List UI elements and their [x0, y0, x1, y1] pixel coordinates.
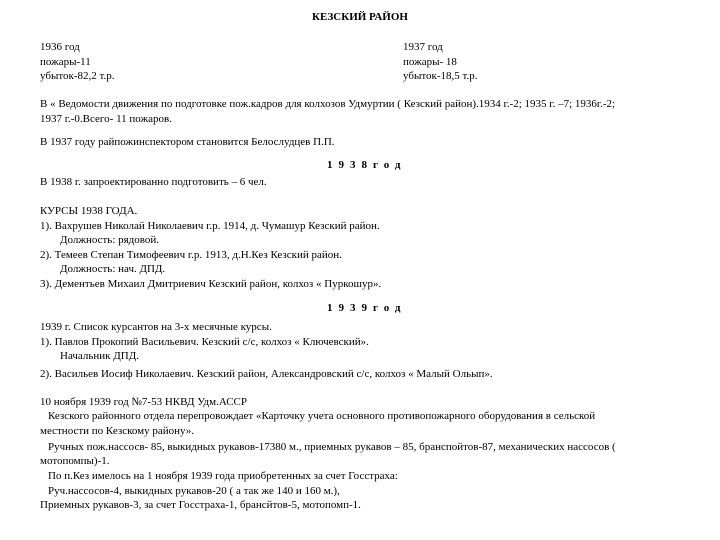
- list-item: 1). Павлов Прокопий Васильевич. Кезский с/с, колхоз « Ключевский».: [40, 336, 369, 348]
- inspector-text: В 1937 году райпожинспектором становится Белослудцев П.П.: [40, 136, 335, 148]
- nkvd-line: 10 ноября 1939 год №7-53 НКВД Удм.АССР: [40, 396, 248, 408]
- stats-1937-year: 1937 год: [403, 41, 443, 53]
- list-item: 2). Темеев Степан Тимофеевич г.р. 1913, д.Н.Кез Кезский район.: [40, 249, 342, 261]
- page-title: КЕЗСКИЙ РАЙОН: [312, 11, 408, 23]
- nkvd-line: По п.Кез имелось на 1 ноября 1939 года приобретенных за счет Госстраха:: [48, 470, 398, 482]
- year-heading-1938: 1938год: [327, 159, 407, 171]
- list-item: 2). Васильев Иосиф Николаевич. Кезский район, Александровский с/с, колхоз « Малый Ольып».: [40, 368, 493, 380]
- nkvd-line: Кезского районного отдела перепровождает «Карточку учета основного противопожарного оборудования в сельской: [48, 410, 596, 422]
- nkvd-line: Ручных пож.нассосв- 85, выкидных рукавов-17380 м., приемных рукавов – 85, бранспойтов-87, механических нассосов (: [48, 441, 616, 453]
- nkvd-line: местности по Кезскому району».: [40, 425, 195, 437]
- nkvd-line: Приемных рукавов-3, за счет Госстраха-1, брансйтов-5, мотопомп-1.: [40, 499, 361, 511]
- stats-1936-loss: убыток-82,2 т.р.: [40, 70, 115, 82]
- list-item-detail: Должность: рядовой.: [60, 234, 160, 246]
- vedomost-line: В « Ведомости движения по подготовке пож.кадров для колхозов Удмуртии ( Кезский район).1934 г.-2; 1935 г. –7; 1936г.-2;: [40, 98, 616, 110]
- list-item-detail: Должность: нач. ДПД.: [60, 263, 166, 275]
- list-item: 1). Вахрушев Николай Николаевич г.р. 1914, д. Чумашур Кезский район.: [40, 220, 380, 232]
- stats-1937-fires: пожары- 18: [403, 56, 457, 68]
- nkvd-line: Руч.нассосов-4, выкидных рукавов-20 ( а так же 140 и 160 м.),: [48, 485, 340, 497]
- stats-1936-fires: пожары-11: [40, 56, 91, 68]
- list-title-1939: 1939 г. Список курсантов на 3-х месячные курсы.: [40, 321, 272, 333]
- plan-1938: В 1938 г. запроектированно подготовить – 6 чел.: [40, 176, 267, 188]
- list-item-detail: Начальник ДПД.: [60, 350, 139, 362]
- vedomost-line: 1937 г.-0.Всего- 11 пожаров.: [40, 113, 172, 125]
- stats-1936-year: 1936 год: [40, 41, 80, 53]
- courses-title: КУРСЫ 1938 ГОДА.: [40, 205, 138, 217]
- list-item: 3). Дементьев Михаил Дмитриевич Кезский район, колхоз « Пуркошур».: [40, 278, 382, 290]
- stats-1937-loss: убыток-18,5 т.р.: [403, 70, 478, 82]
- nkvd-line: мотопомпы)-1.: [40, 455, 110, 467]
- year-heading-1939: 1939год: [327, 302, 407, 314]
